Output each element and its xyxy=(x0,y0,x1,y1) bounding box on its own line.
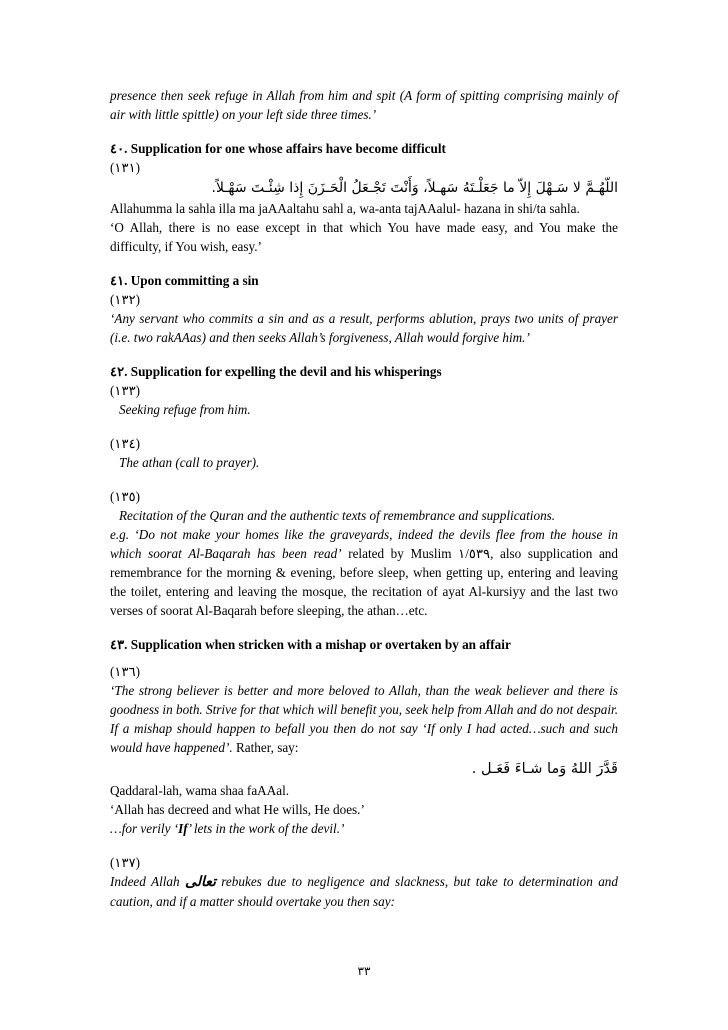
hadith-text-136 xyxy=(110,681,618,757)
transliteration-131: Allahumma la sahla illa ma jaAAaltahu sahl a, wa-anta tajAAalul- hazana in shi/ta sahla. xyxy=(110,201,580,216)
hadith-number-134: (١٣٤) xyxy=(110,436,141,451)
hadith-number-132: (١٣٢) xyxy=(110,292,141,307)
text-137 xyxy=(110,872,618,911)
hadith-number-135: (١٣٥) xyxy=(110,489,141,504)
text-137-start: Indeed Allah xyxy=(110,874,186,889)
translation-131: ‘O Allah, there is no ease except in that which You have made easy, and You make the difficulty, if You wish, easy.’ xyxy=(110,220,618,254)
text-134: The athan (call to prayer). xyxy=(119,455,260,470)
heading-difficult-affairs: ٤٠. Supplication for one whose affairs have become difficult xyxy=(110,141,446,156)
arabic-taala: تعالى xyxy=(185,874,216,890)
text-137-rest: rebukes due to negligence and slackness, but take to determination and caution, and if a matter should overtake you then say: xyxy=(110,874,618,909)
page-number: ٣٣ xyxy=(357,964,371,978)
text-135-rest: related by Muslim ١/٥٣٩, also supplication and remembrance for the morning & evening, before sleep, when getting up, entering and leaving the toilet, entering and leaving the mosque, the recitation of ayat Al-kursiyy and the last two verses of soorat Al-Baqarah before sleeping, the athan…etc. xyxy=(110,546,618,618)
devil-if-before: …for verily ‘ xyxy=(110,821,179,836)
heading-mishap: ٤٣. Supplication when stricken with a mishap or overtaken by an affair xyxy=(110,637,511,652)
devil-if-line xyxy=(110,819,618,838)
heading-expelling-devil: ٤٢. Supplication for expelling the devil and his whisperings xyxy=(110,364,442,379)
translation-136: ‘Allah has decreed and what He wills, He does.’ xyxy=(110,802,365,817)
transliteration-136: Qaddaral-lah, wama shaa faAAal. xyxy=(110,783,290,798)
hadith-number-137: (١٣٧) xyxy=(110,855,141,870)
text-135-quote: e.g. ‘Do not make your homes like the graveyards, indeed the devils flee from the house in which soorat Al-Baqarah has been read’ xyxy=(110,527,618,561)
hadith-number-133: (١٣٣) xyxy=(110,383,141,398)
text-133: Seeking refuge from him. xyxy=(119,402,251,417)
text-135-example xyxy=(110,525,618,620)
hadith-text-136-quote: ‘The strong believer is better and more beloved to Allah, than the weak believer and there is goodness in both. Strive for that which will benefit you, seek help from Allah and do not despair. If a mishap should happen to befall you then do not say ‘If only I had acted…such and such would have happened’. xyxy=(110,683,618,755)
hadith-number-136: (١٣٦) xyxy=(110,664,141,679)
paragraph-refuge-spit: presence then seek refuge in Allah from him and spit (A form of spitting comprising mainly of air with little spittle) on your left side three times.’ xyxy=(110,88,618,122)
devil-if-after: ’ lets in the work of the devil.’ xyxy=(187,821,345,836)
text-135-recitation: Recitation of the Quran and the authentic texts of remembrance and supplications. xyxy=(119,508,556,523)
heading-committing-sin: ٤١. Upon committing a sin xyxy=(110,273,259,288)
document-page xyxy=(110,86,618,911)
hadith-text-132: ‘Any servant who commits a sin and as a result, performs ablution, prays two units of prayer (i.e. two rakAAas) and then seeks Allah’s forgiveness, Allah would forgive him.’ xyxy=(110,311,618,345)
arabic-supplication-131: اللّهُـمَّ لا سَـهْلَ إِلاّ ما جَعَلْـتَهُ سَهـلاً، وَأَنْتَ تَجْـعَلُ الْحَـزَنَ إِذا شِئْـتَ سَهْـلاً. xyxy=(211,180,618,196)
hadith-number-131: (١٣١) xyxy=(110,160,141,175)
arabic-supplication-136: قَدَّرَ اللهُ وَما شـاءَ فَعَـل . xyxy=(471,761,618,777)
hadith-text-136-say: Rather, say: xyxy=(232,740,299,755)
devil-if-word: If xyxy=(178,821,188,836)
